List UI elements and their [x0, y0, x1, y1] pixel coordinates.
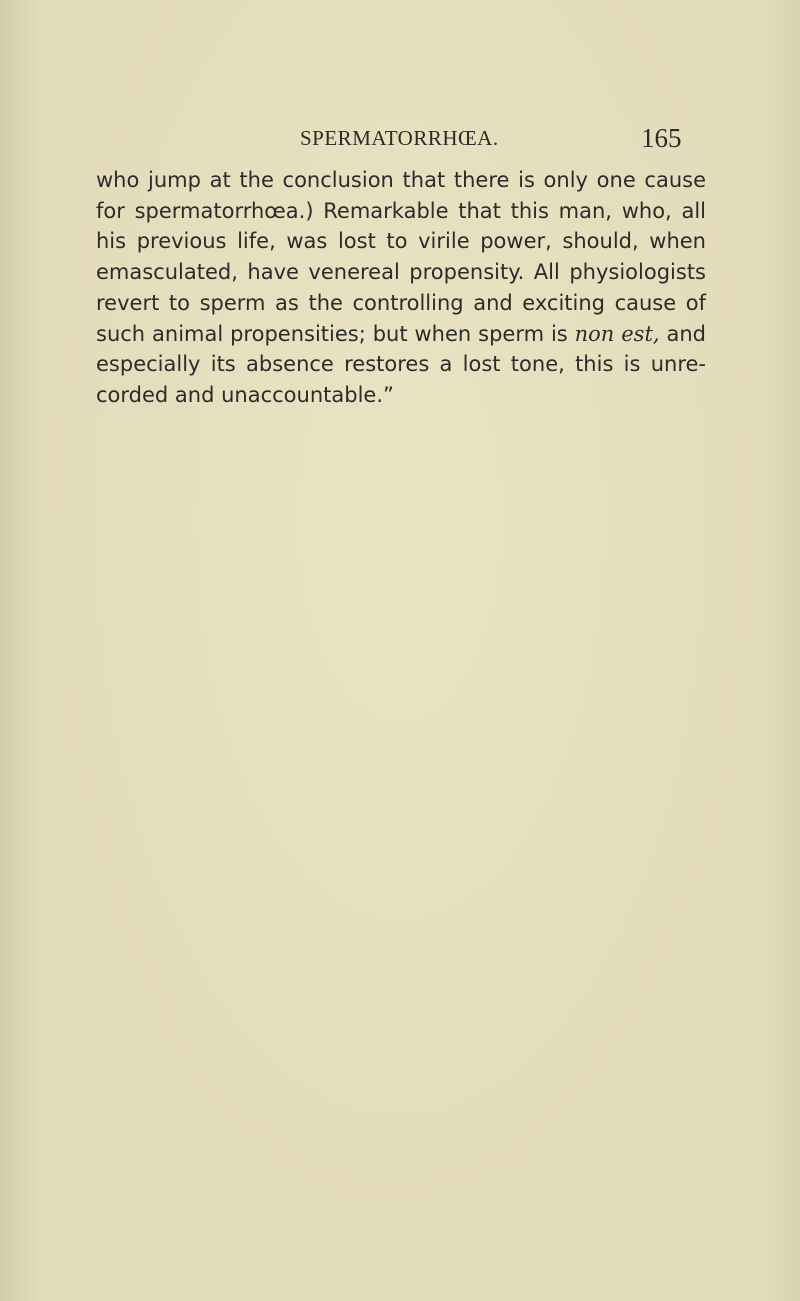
text-line: revert to sperm as the controlling and exciting cause of: [96, 290, 706, 315]
italic-phrase: non est,: [574, 321, 660, 346]
text-line: [96, 319, 706, 350]
text-line: especially its absence restores a lost tone, this is unre-: [96, 352, 706, 377]
text-segment: such animal propensities; but when sperm is: [96, 321, 575, 346]
text-line: corded and unaccountable.”: [96, 382, 394, 407]
body-paragraph: [96, 165, 706, 411]
text-line: emasculated, have venereal propensity. All physiologists: [96, 260, 706, 285]
text-segment: and: [659, 321, 706, 346]
text-line: his previous life, was lost to virile power, should, when: [96, 229, 706, 254]
text-line: for spermatorrhœa.) Remarkable that this man, who, all: [96, 198, 706, 223]
page-number: 165: [641, 123, 682, 153]
running-head: SPERMATORRHŒA.: [300, 126, 499, 150]
text-line: who jump at the conclusion that there is only one cause: [96, 168, 706, 192]
page-header: [0, 118, 800, 158]
